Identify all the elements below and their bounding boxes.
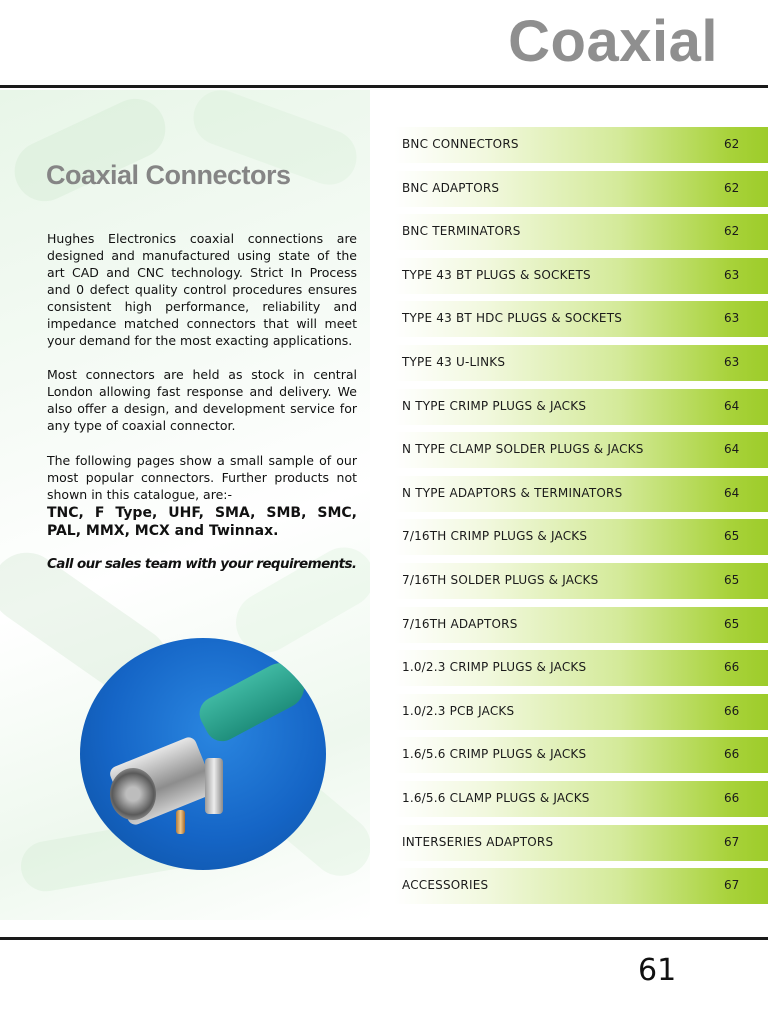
- toc-row[interactable]: [394, 563, 768, 599]
- toc-page-number: 65: [724, 529, 740, 544]
- page-number: 61: [638, 953, 677, 988]
- toc-label: 1.0/2.3 CRIMP PLUGS & JACKS: [402, 660, 587, 675]
- toc-label: TYPE 43 BT HDC PLUGS & SOCKETS: [402, 311, 623, 326]
- toc-page-number: 66: [724, 703, 740, 718]
- toc-page-number: 62: [724, 137, 740, 151]
- toc-label: INTERSERIES ADAPTORS: [402, 834, 554, 849]
- toc-label: N TYPE CRIMP PLUGS & JACKS: [402, 398, 587, 413]
- toc-row[interactable]: [394, 781, 768, 817]
- intro-paragraph-1: Hughes Electronics coaxial connections are designed and manufactured using state of the art CAD and CNC technology. Strict In Process and 0 defect quality control procedures ensures consistent high performance, reliability and impedance matched connectors that will meet your demand for the most exacting applications.: [47, 231, 357, 348]
- toc-page-number: 67: [724, 878, 740, 893]
- toc-label: 7/16TH SOLDER PLUGS & JACKS: [402, 572, 599, 587]
- toc-page-number: 62: [724, 224, 740, 239]
- toc-label: 7/16TH ADAPTORS: [402, 616, 518, 631]
- intro-paragraph-3: The following pages show a small sample of our most popular connectors. Further products not shown in this catalogue, are:-: [47, 453, 357, 502]
- toc-row[interactable]: [394, 607, 768, 643]
- toc-label: BNC CONNECTORS: [402, 137, 519, 151]
- connector-photo: [80, 638, 326, 870]
- toc-label: TYPE 43 BT PLUGS & SOCKETS: [402, 267, 591, 282]
- toc-row[interactable]: [394, 476, 768, 512]
- toc-row[interactable]: [394, 694, 768, 730]
- toc-label: BNC TERMINATORS: [402, 224, 521, 239]
- toc-row[interactable]: [394, 389, 768, 425]
- toc-label: N TYPE ADAPTORS & TERMINATORS: [402, 485, 623, 500]
- contact-pin: [176, 810, 185, 834]
- toc-label: 7/16TH CRIMP PLUGS & JACKS: [402, 529, 588, 544]
- toc-label: ACCESSORIES: [402, 878, 489, 893]
- bottom-rule: [0, 937, 768, 940]
- toc-label: 1.0/2.3 PCB JACKS: [402, 703, 515, 718]
- top-rule: [0, 85, 768, 88]
- toc-row[interactable]: [394, 519, 768, 555]
- toc-row[interactable]: [394, 127, 768, 163]
- toc-row[interactable]: [394, 301, 768, 337]
- toc-row[interactable]: [394, 650, 768, 686]
- toc-row[interactable]: [394, 214, 768, 250]
- page-header-title: Coaxial: [508, 9, 718, 74]
- bnc-plug-face: [110, 768, 156, 820]
- toc-page-number: 66: [724, 660, 740, 675]
- section-heading: Coaxial Connectors: [46, 160, 291, 190]
- toc-row[interactable]: [394, 868, 768, 904]
- toc-page-number: 65: [724, 616, 740, 631]
- toc-page-number: 64: [724, 442, 740, 457]
- toc-page-number: 65: [724, 572, 740, 587]
- toc-page-number: 67: [724, 834, 740, 849]
- toc-page-number: 66: [724, 790, 740, 805]
- toc-page-number: 64: [724, 485, 740, 500]
- toc-row[interactable]: [394, 737, 768, 773]
- toc-row[interactable]: [394, 432, 768, 468]
- toc-row[interactable]: [394, 258, 768, 294]
- toc-label: N TYPE CLAMP SOLDER PLUGS & JACKS: [402, 442, 644, 457]
- strain-relief-boot: [194, 655, 313, 747]
- toc-page-number: 64: [724, 398, 740, 413]
- toc-label: BNC ADAPTORS: [402, 180, 500, 195]
- product-list: TNC, F Type, UHF, SMA, SMB, SMC, PAL, MMX, MCX and Twinnax.: [47, 505, 357, 539]
- toc-label: 1.6/5.6 CRIMP PLUGS & JACKS: [402, 747, 587, 762]
- table-of-contents: [394, 127, 768, 912]
- crimp-ferrule: [205, 758, 223, 814]
- toc-label: 1.6/5.6 CLAMP PLUGS & JACKS: [402, 790, 590, 805]
- toc-row[interactable]: [394, 825, 768, 861]
- toc-page-number: 63: [724, 267, 740, 282]
- call-to-action: Call our sales team with your requirements.: [47, 556, 357, 572]
- toc-page-number: 62: [724, 180, 740, 195]
- intro-paragraph-2: Most connectors are held as stock in central London allowing fast response and delivery. We also offer a design, and development service for any type of coaxial connector.: [47, 367, 357, 433]
- background-connector-shape: [5, 90, 175, 211]
- toc-page-number: 63: [724, 354, 740, 369]
- toc-row[interactable]: [394, 345, 768, 381]
- toc-page-number: 63: [724, 311, 740, 326]
- toc-page-number: 66: [724, 747, 740, 762]
- toc-row[interactable]: [394, 171, 768, 207]
- toc-label: TYPE 43 U-LINKS: [402, 354, 506, 369]
